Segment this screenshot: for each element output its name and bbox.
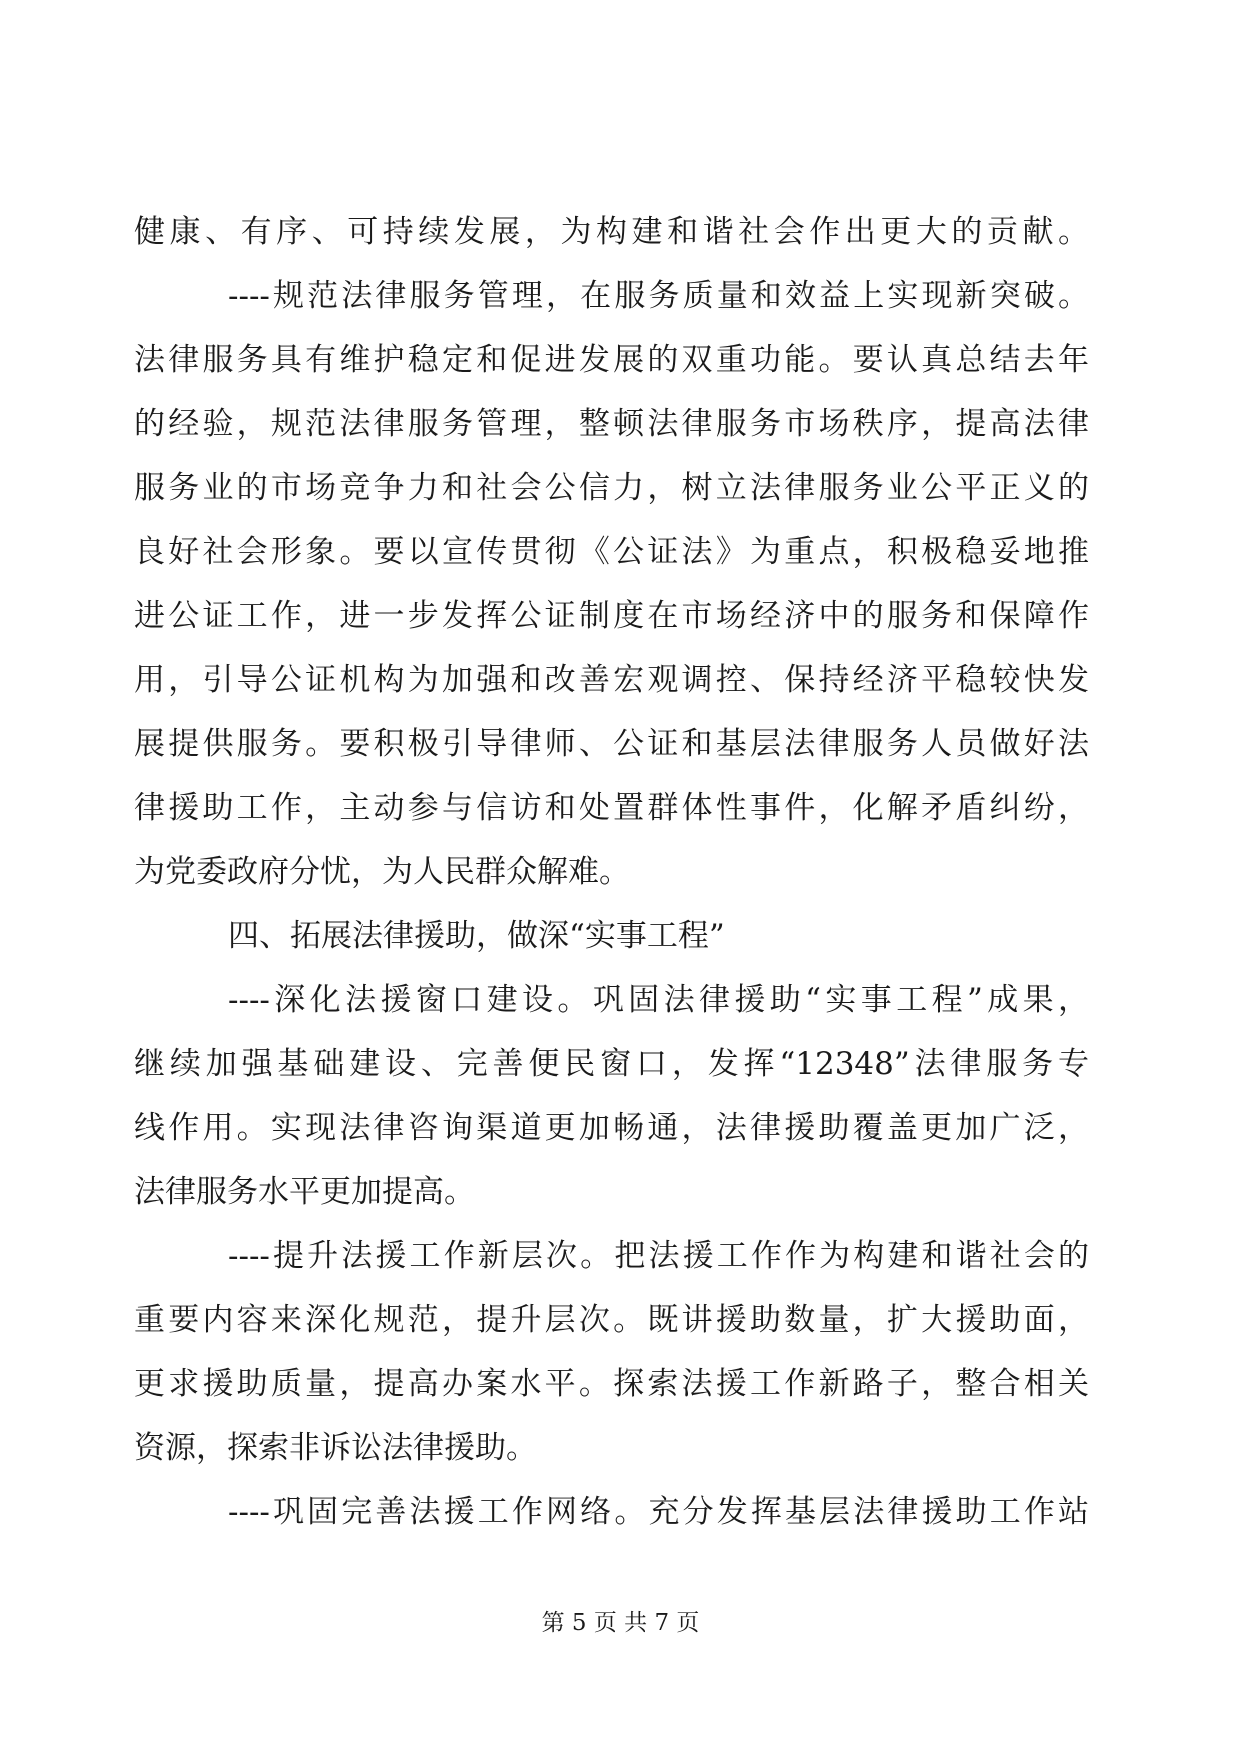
body-line: 更求援助质量，提高办案水平。探索法援工作新路子，整合相关	[134, 1366, 1089, 1402]
body-line: 用，引导公证机构为加强和改善宏观调控、保持经济平稳较快发	[134, 662, 1089, 698]
body-line: 进公证工作，进一步发挥公证制度在市场经济中的服务和保障作	[134, 598, 1089, 634]
body-line: 法律服务具有维护稳定和促进发展的双重功能。要认真总结去年	[134, 342, 1089, 378]
body-line: 健康、有序、可持续发展，为构建和谐社会作出更大的贡献。	[134, 214, 1089, 250]
body-line: 法律服务水平更加提高。	[134, 1174, 475, 1210]
body-line: 服务业的市场竞争力和社会公信力，树立法律服务业公平正义的	[134, 470, 1089, 506]
body-line: ----规范法律服务管理，在服务质量和效益上实现新突破。	[228, 278, 1089, 314]
page-number-footer: 第 5 页 共 7 页	[541, 1610, 700, 1636]
body-line: ----巩固完善法援工作网络。充分发挥基层法律援助工作站	[228, 1494, 1089, 1530]
body-line: 展提供服务。要积极引导律师、公证和基层法律服务人员做好法	[134, 726, 1089, 762]
body-line: 良好社会形象。要以宣传贯彻《公证法》为重点，积极稳妥地推	[134, 534, 1089, 570]
body-line: 资源，探索非诉讼法律援助。	[134, 1430, 537, 1466]
body-line: 重要内容来深化规范，提升层次。既讲援助数量，扩大援助面，	[134, 1302, 1089, 1338]
body-line: 线作用。实现法律咨询渠道更加畅通，法律援助覆盖更加广泛，	[134, 1110, 1089, 1146]
body-line: 的经验，规范法律服务管理，整顿法律服务市场秩序，提高法律	[134, 406, 1089, 442]
section-heading: 四、拓展法律援助，做深“实事工程”	[228, 918, 725, 954]
body-line: ----提升法援工作新层次。把法援工作作为构建和谐社会的	[228, 1238, 1089, 1274]
body-line: ----深化法援窗口建设。巩固法律援助“实事工程”成果，	[228, 982, 1089, 1018]
document-body	[134, 200, 1089, 1544]
body-line: 为党委政府分忧，为人民群众解难。	[134, 854, 630, 890]
body-line: 律援助工作，主动参与信访和处置群体性事件，化解矛盾纠纷，	[134, 790, 1089, 826]
body-line: 继续加强基础建设、完善便民窗口，发挥“12348”法律服务专	[134, 1046, 1089, 1082]
